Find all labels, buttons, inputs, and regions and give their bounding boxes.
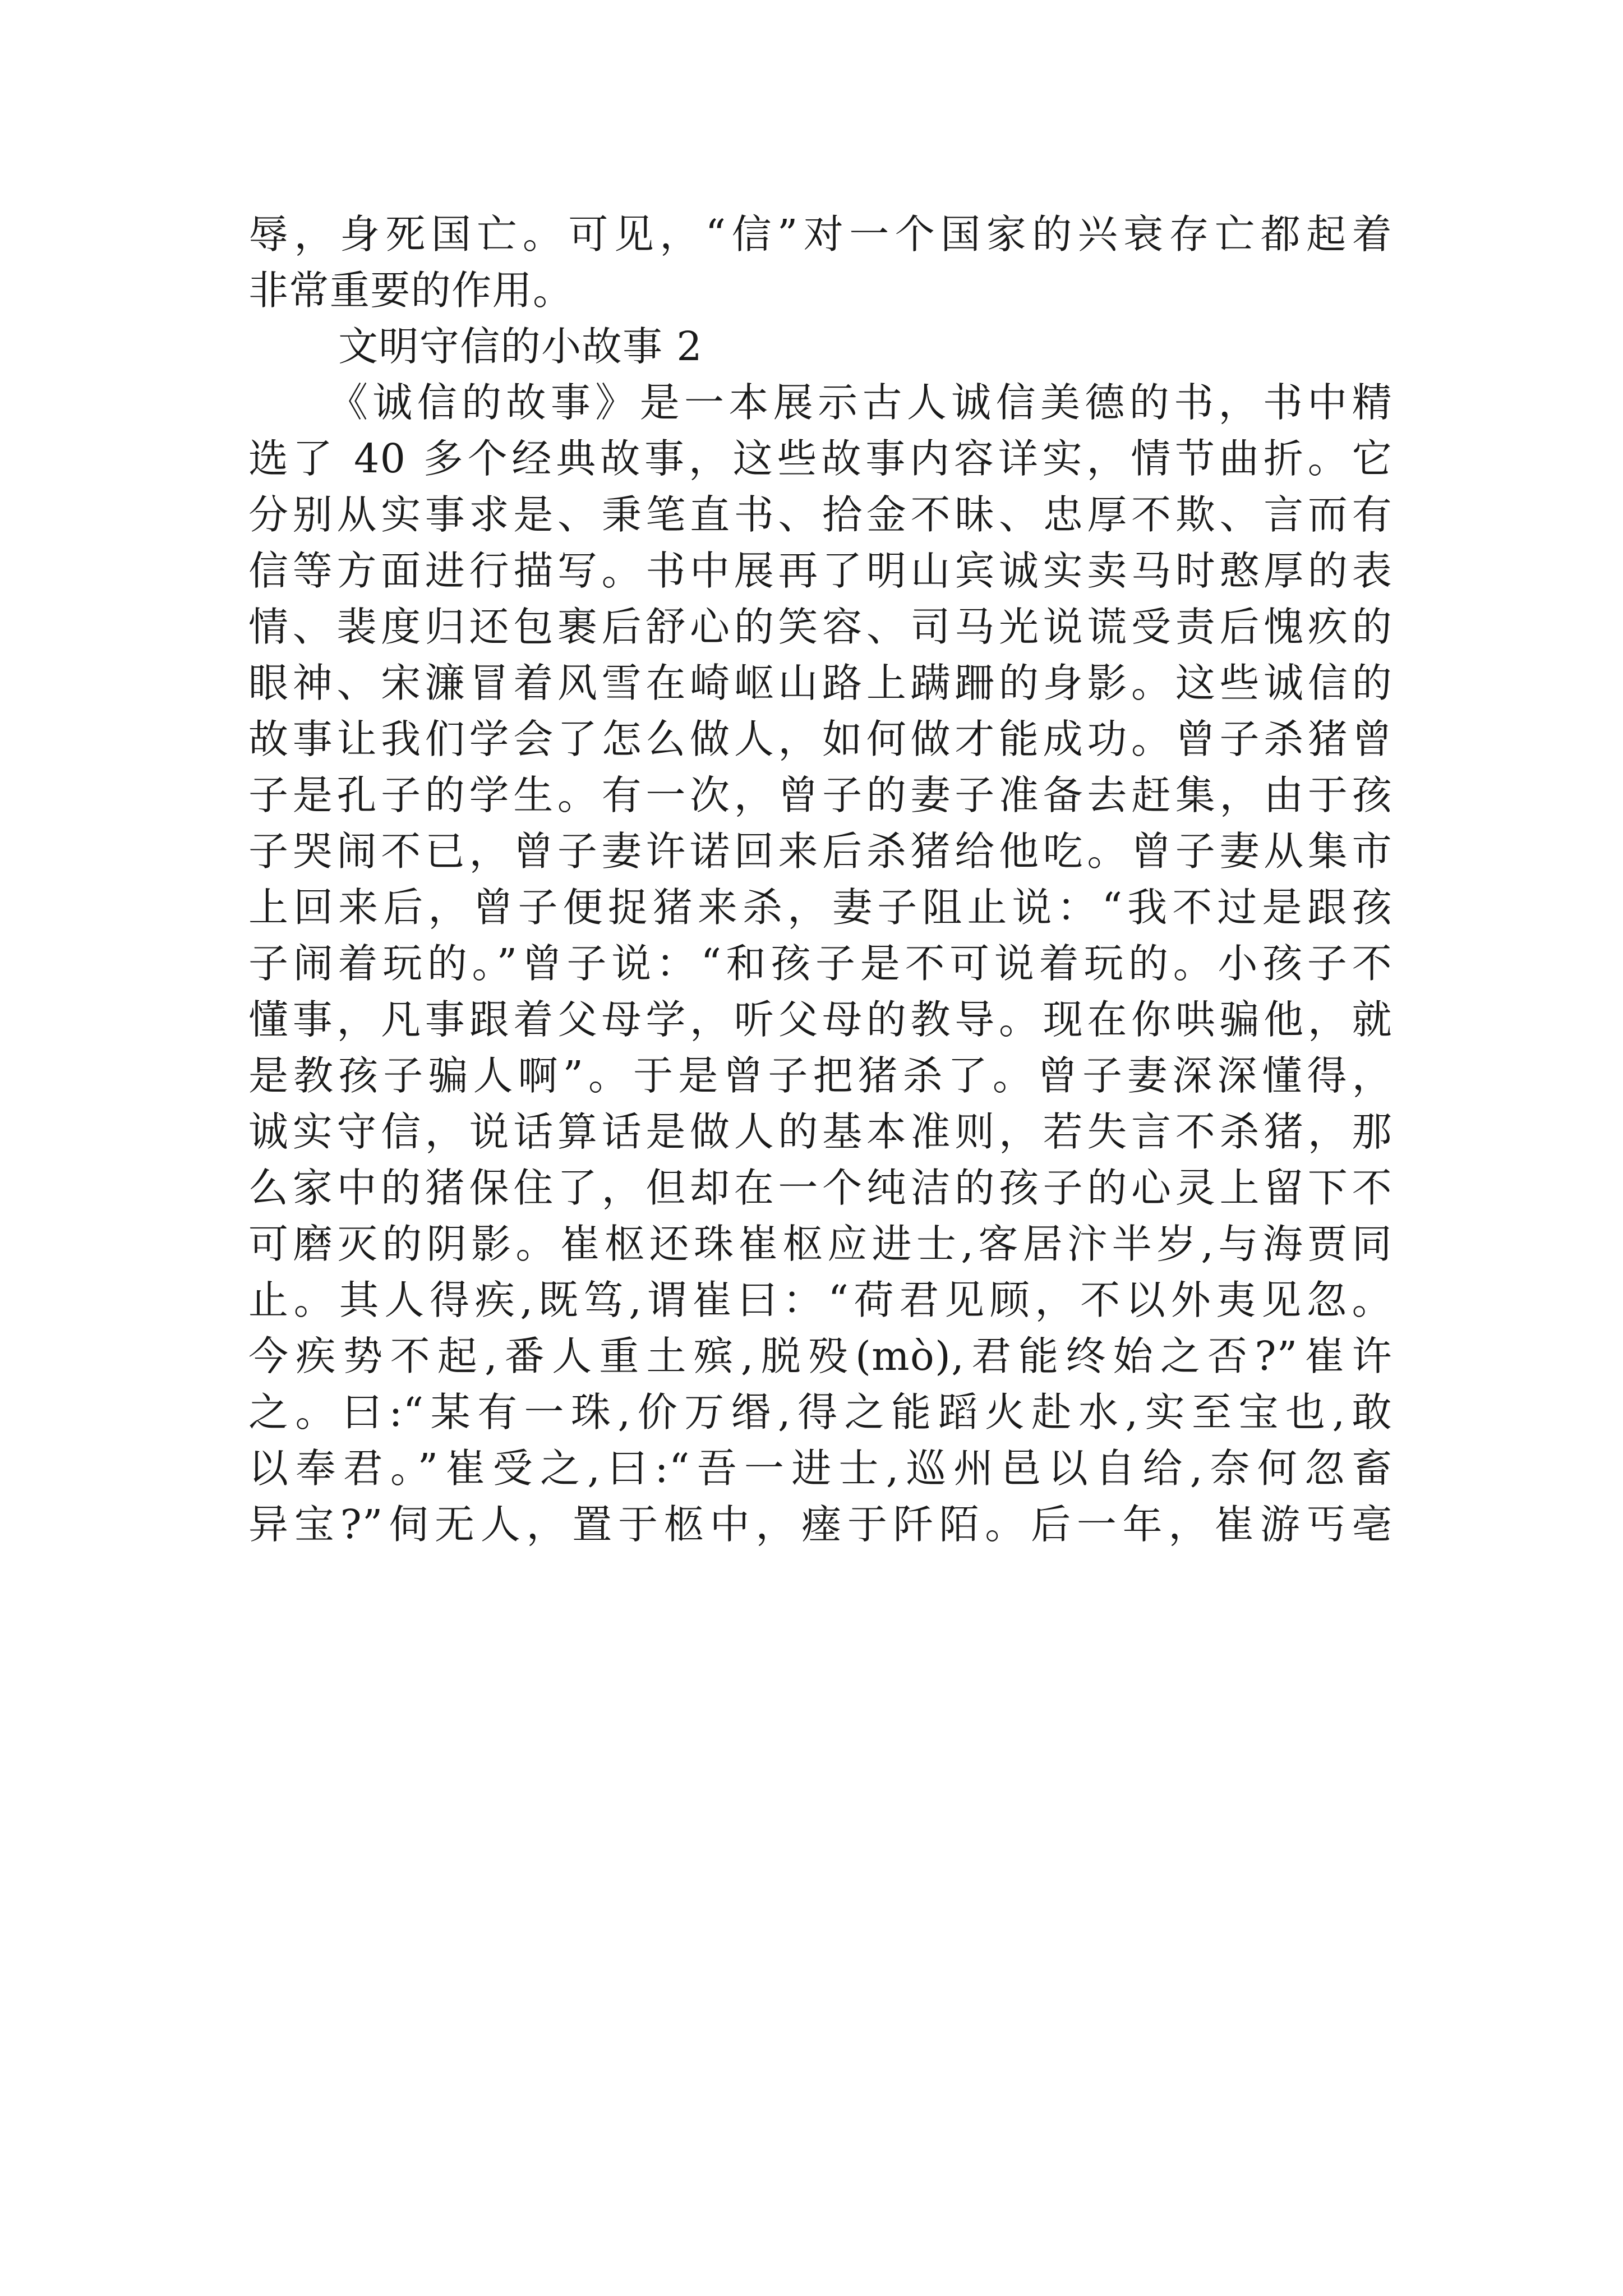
- text-line-23: 以奉君。”崔受之,曰:“吾一进士,巡州邑以自给,奈何忽畜: [248, 1445, 1393, 1492]
- text-line-9: 眼神、宋濂冒着风雪在崎岖山路上蹒跚的身影。这些诚信的: [248, 660, 1393, 706]
- text-line-22: 之。曰:“某有一珠,价万缗,得之能蹈火赴水,实至宝也,敢: [248, 1389, 1393, 1435]
- section-heading: 文明守信的小故事 2: [338, 323, 703, 370]
- text-line-2: 非常重要的作用。: [248, 267, 574, 314]
- text-line-17: 诚实守信，说话算话是做人的基本准则，若失言不杀猪，那: [248, 1108, 1393, 1155]
- text-line-15: 懂事，凡事跟着父母学，听父母的教导。现在你哄骗他，就: [248, 996, 1393, 1043]
- text-line-10: 故事让我们学会了怎么做人，如何做才能成功。曾子杀猪曾: [248, 716, 1393, 762]
- text-line-4: 《诚信的故事》是一本展示古人诚信美德的书，书中精: [328, 379, 1393, 426]
- text-line-7: 信等方面进行描写。书中展再了明山宾诚实卖马时憨厚的表: [248, 547, 1393, 594]
- text-line-5: 选了 40 多个经典故事，这些故事内容详实，情节曲折。它: [248, 435, 1393, 482]
- text-line-19: 可磨灭的阴影。崔枢还珠崔枢应进士,客居汴半岁,与海贾同: [248, 1221, 1393, 1267]
- text-line-24: 异宝?”伺无人，置于柩中，瘗于阡陌。后一年，崔游丐亳: [248, 1501, 1393, 1548]
- text-line-8: 情、裴度归还包裹后舒心的笑容、司马光说谎受责后愧疚的: [248, 604, 1393, 650]
- text-line-18: 么家中的猪保住了，但却在一个纯洁的孩子的心灵上留下不: [248, 1165, 1393, 1211]
- text-line-6: 分别从实事求是、秉笔直书、拾金不昧、忠厚不欺、言而有: [248, 491, 1393, 538]
- text-line-21: 今疾势不起,番人重土殡,脱殁(mò),君能终始之否?”崔许: [248, 1333, 1393, 1379]
- text-line-16: 是教孩子骗人啊”。于是曾子把猪杀了。曾子妻深深懂得，: [248, 1052, 1393, 1099]
- text-line-20: 止。其人得疾,既笃,谓崔曰：“荷君见顾，不以外夷见忽。: [248, 1277, 1393, 1323]
- body-text: [248, 206, 1393, 1553]
- text-line-14: 子闹着玩的。”曾子说：“和孩子是不可说着玩的。小孩子不: [248, 940, 1393, 987]
- text-line-12: 子哭闹不已，曾子妻许诺回来后杀猪给他吃。曾子妻从集市: [248, 828, 1393, 875]
- text-line-11: 子是孔子的学生。有一次，曾子的妻子准备去赶集，由于孩: [248, 772, 1393, 818]
- text-line-1: 辱，身死国亡。可见，“信”对一个国家的兴衰存亡都起着: [248, 211, 1393, 257]
- text-line-13: 上回来后，曾子便捉猪来杀，妻子阻止说：“我不过是跟孩: [248, 884, 1393, 931]
